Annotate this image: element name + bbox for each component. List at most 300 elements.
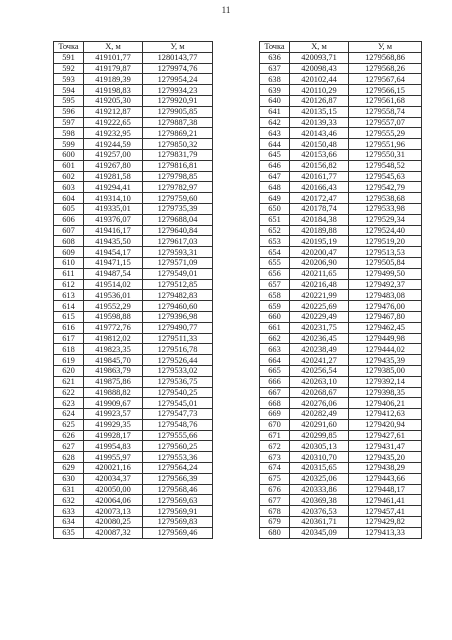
x-coordinate-cell: 419888,82: [84, 387, 143, 398]
y-coordinate-cell: 1279759,60: [143, 193, 213, 204]
table-row: [54, 484, 213, 495]
point-number-cell: 672: [260, 441, 290, 452]
table-row: [260, 85, 422, 96]
x-coordinate-cell: 419536,01: [84, 290, 143, 301]
y-coordinate-cell: 1279538,68: [349, 193, 422, 204]
x-coordinate-cell: 420225,69: [290, 301, 349, 312]
y-coordinate-cell: 1279448,17: [349, 484, 422, 495]
x-coordinate-cell: 419101,77: [84, 52, 143, 63]
table-row: [260, 182, 422, 193]
table-row: [260, 463, 422, 474]
y-coordinate-cell: 1279560,25: [143, 441, 213, 452]
x-coordinate-cell: 420161,77: [290, 171, 349, 182]
x-coordinate-cell: 420310,70: [290, 452, 349, 463]
y-coordinate-cell: 1279461,41: [349, 495, 422, 506]
x-coordinate-cell: 420034,37: [84, 473, 143, 484]
table-row: [54, 333, 213, 344]
y-coordinate-cell: 1279385,00: [349, 365, 422, 376]
x-coordinate-cell: 420195,19: [290, 236, 349, 247]
point-number-cell: 669: [260, 409, 290, 420]
point-number-cell: 611: [54, 268, 84, 279]
point-number-cell: 633: [54, 506, 84, 517]
point-number-cell: 624: [54, 409, 84, 420]
point-number-cell: 668: [260, 398, 290, 409]
point-number-cell: 674: [260, 463, 290, 474]
table-row: [54, 203, 213, 214]
x-coordinate-cell: 420345,09: [290, 527, 349, 538]
point-number-cell: 619: [54, 355, 84, 366]
point-number-cell: 602: [54, 171, 84, 182]
y-coordinate-cell: 1279555,66: [143, 430, 213, 441]
x-coordinate-cell: 419179,87: [84, 63, 143, 74]
y-coordinate-cell: 1279398,35: [349, 387, 422, 398]
table-row: [54, 495, 213, 506]
table-row: [54, 268, 213, 279]
point-number-cell: 655: [260, 257, 290, 268]
x-coordinate-cell: 419244,59: [84, 139, 143, 150]
point-number-cell: 666: [260, 376, 290, 387]
table-row: [260, 214, 422, 225]
point-number-cell: 664: [260, 355, 290, 366]
table-row: [260, 409, 422, 420]
point-number-cell: 649: [260, 193, 290, 204]
point-number-cell: 658: [260, 290, 290, 301]
y-coordinate-cell: 1279467,80: [349, 311, 422, 322]
table-row: [260, 117, 422, 128]
y-coordinate-cell: 1279571,09: [143, 257, 213, 268]
y-coordinate-cell: 1279593,31: [143, 247, 213, 258]
y-coordinate-cell: 1279492,37: [349, 279, 422, 290]
y-coordinate-cell: 1279406,21: [349, 398, 422, 409]
point-number-cell: 679: [260, 517, 290, 528]
y-coordinate-cell: 1279555,29: [349, 128, 422, 139]
table-row: [54, 301, 213, 312]
x-coordinate-cell: 419471,15: [84, 257, 143, 268]
y-coordinate-cell: 1279550,31: [349, 149, 422, 160]
point-number-cell: 610: [54, 257, 84, 268]
table-row: [54, 117, 213, 128]
header-y: У, м: [349, 42, 422, 53]
x-coordinate-cell: 419294,41: [84, 182, 143, 193]
y-coordinate-cell: 1279412,63: [349, 409, 422, 420]
x-coordinate-cell: 419314,10: [84, 193, 143, 204]
table-row: [260, 333, 422, 344]
table-row: [260, 171, 422, 182]
y-coordinate-cell: 1279688,04: [143, 214, 213, 225]
point-number-cell: 640: [260, 95, 290, 106]
point-number-cell: 603: [54, 182, 84, 193]
table-row: [54, 279, 213, 290]
point-number-cell: 652: [260, 225, 290, 236]
point-number-cell: 614: [54, 301, 84, 312]
point-number-cell: 604: [54, 193, 84, 204]
point-number-cell: 620: [54, 365, 84, 376]
x-coordinate-cell: 420361,71: [290, 517, 349, 528]
point-number-cell: 628: [54, 452, 84, 463]
table-row: [260, 452, 422, 463]
table-body-right: [260, 52, 422, 538]
y-coordinate-cell: 1279566,15: [349, 85, 422, 96]
y-coordinate-cell: 1279905,85: [143, 106, 213, 117]
table-row: [54, 419, 213, 430]
x-coordinate-cell: 419454,17: [84, 247, 143, 258]
table-row: [260, 517, 422, 528]
x-coordinate-cell: 419929,35: [84, 419, 143, 430]
x-coordinate-cell: 420200,47: [290, 247, 349, 258]
point-number-cell: 605: [54, 203, 84, 214]
x-coordinate-cell: 420073,13: [84, 506, 143, 517]
y-coordinate-cell: 1279427,61: [349, 430, 422, 441]
x-coordinate-cell: 420102,44: [290, 74, 349, 85]
table-row: [260, 365, 422, 376]
x-coordinate-cell: 420282,49: [290, 409, 349, 420]
x-coordinate-cell: 420333,86: [290, 484, 349, 495]
y-coordinate-cell: 1279974,76: [143, 63, 213, 74]
x-coordinate-cell: 420021,16: [84, 463, 143, 474]
point-number-cell: 667: [260, 387, 290, 398]
y-coordinate-cell: 1279529,34: [349, 214, 422, 225]
table-row: [54, 398, 213, 409]
point-number-cell: 678: [260, 506, 290, 517]
point-number-cell: 627: [54, 441, 84, 452]
y-coordinate-cell: 1279567,64: [349, 74, 422, 85]
y-coordinate-cell: 1279566,39: [143, 473, 213, 484]
x-coordinate-cell: 420189,88: [290, 225, 349, 236]
x-coordinate-cell: 419823,35: [84, 344, 143, 355]
table-row: [54, 95, 213, 106]
table-row: [260, 74, 422, 85]
point-number-cell: 663: [260, 344, 290, 355]
y-coordinate-cell: 1279920,91: [143, 95, 213, 106]
point-number-cell: 637: [260, 63, 290, 74]
y-coordinate-cell: 1279553,36: [143, 452, 213, 463]
x-coordinate-cell: 419281,58: [84, 171, 143, 182]
y-coordinate-cell: 1279545,63: [349, 171, 422, 182]
y-coordinate-cell: 1279533,02: [143, 365, 213, 376]
y-coordinate-cell: 1279435,20: [349, 452, 422, 463]
point-number-cell: 598: [54, 128, 84, 139]
table-row: [260, 52, 422, 63]
x-coordinate-cell: 420229,49: [290, 311, 349, 322]
table-row: [260, 398, 422, 409]
y-coordinate-cell: 1279420,94: [349, 419, 422, 430]
point-number-cell: 599: [54, 139, 84, 150]
point-number-cell: 642: [260, 117, 290, 128]
point-number-cell: 650: [260, 203, 290, 214]
x-coordinate-cell: 420178,74: [290, 203, 349, 214]
coordinates-table-right: [259, 41, 422, 539]
coordinates-table-left: [53, 41, 213, 539]
y-coordinate-cell: 1279549,01: [143, 268, 213, 279]
table-row: [54, 171, 213, 182]
point-number-cell: 591: [54, 52, 84, 63]
point-number-cell: 661: [260, 322, 290, 333]
x-coordinate-cell: 419875,86: [84, 376, 143, 387]
table-row: [260, 236, 422, 247]
page-number: 11: [221, 5, 231, 15]
y-coordinate-cell: 1279545,01: [143, 398, 213, 409]
x-coordinate-cell: 420305,13: [290, 441, 349, 452]
table-row: [260, 160, 422, 171]
y-coordinate-cell: 1279438,29: [349, 463, 422, 474]
table-row: [260, 355, 422, 366]
x-coordinate-cell: 420276,06: [290, 398, 349, 409]
table-row: [54, 225, 213, 236]
table-row: [54, 139, 213, 150]
point-number-cell: 635: [54, 527, 84, 538]
y-coordinate-cell: 1279499,50: [349, 268, 422, 279]
point-number-cell: 606: [54, 214, 84, 225]
table-row: [260, 484, 422, 495]
y-coordinate-cell: 1279505,84: [349, 257, 422, 268]
x-coordinate-cell: 419487,54: [84, 268, 143, 279]
x-coordinate-cell: 419552,29: [84, 301, 143, 312]
table-row: [260, 290, 422, 301]
table-row: [54, 452, 213, 463]
y-coordinate-cell: 1279431,47: [349, 441, 422, 452]
y-coordinate-cell: 1279569,46: [143, 527, 213, 538]
point-number-cell: 647: [260, 171, 290, 182]
x-coordinate-cell: 420211,65: [290, 268, 349, 279]
y-coordinate-cell: 1279887,38: [143, 117, 213, 128]
point-number-cell: 629: [54, 463, 84, 474]
y-coordinate-cell: 1279533,98: [349, 203, 422, 214]
point-number-cell: 631: [54, 484, 84, 495]
table-row: [54, 128, 213, 139]
x-coordinate-cell: 420206,90: [290, 257, 349, 268]
table-header-row: [54, 42, 213, 53]
x-coordinate-cell: 420241,27: [290, 355, 349, 366]
y-coordinate-cell: 1279512,85: [143, 279, 213, 290]
y-coordinate-cell: 1279429,82: [349, 517, 422, 528]
table-body-left: [54, 52, 213, 538]
point-number-cell: 673: [260, 452, 290, 463]
point-number-cell: 657: [260, 279, 290, 290]
x-coordinate-cell: 419955,97: [84, 452, 143, 463]
point-number-cell: 677: [260, 495, 290, 506]
header-y: У, м: [143, 42, 213, 53]
y-coordinate-cell: 1279568,46: [143, 484, 213, 495]
table-row: [54, 52, 213, 63]
y-coordinate-cell: 1279561,68: [349, 95, 422, 106]
point-number-cell: 675: [260, 473, 290, 484]
x-coordinate-cell: 419416,17: [84, 225, 143, 236]
x-coordinate-cell: 420098,43: [290, 63, 349, 74]
point-number-cell: 646: [260, 160, 290, 171]
y-coordinate-cell: 1279435,39: [349, 355, 422, 366]
point-number-cell: 643: [260, 128, 290, 139]
y-coordinate-cell: 1279640,84: [143, 225, 213, 236]
y-coordinate-cell: 1279526,44: [143, 355, 213, 366]
table-row: [54, 430, 213, 441]
x-coordinate-cell: 420238,49: [290, 344, 349, 355]
x-coordinate-cell: 420184,38: [290, 214, 349, 225]
table-row: [260, 225, 422, 236]
y-coordinate-cell: 1279490,77: [143, 322, 213, 333]
x-coordinate-cell: 420093,71: [290, 52, 349, 63]
point-number-cell: 653: [260, 236, 290, 247]
table-row: [260, 257, 422, 268]
point-number-cell: 618: [54, 344, 84, 355]
point-number-cell: 594: [54, 85, 84, 96]
point-number-cell: 608: [54, 236, 84, 247]
table-row: [260, 95, 422, 106]
table-row: [54, 311, 213, 322]
y-coordinate-cell: 1279816,81: [143, 160, 213, 171]
y-coordinate-cell: 1279831,79: [143, 149, 213, 160]
table-row: [260, 63, 422, 74]
y-coordinate-cell: 1279457,41: [349, 506, 422, 517]
table-row: [54, 409, 213, 420]
table-row: [54, 527, 213, 538]
point-number-cell: 671: [260, 430, 290, 441]
x-coordinate-cell: 419376,07: [84, 214, 143, 225]
x-coordinate-cell: 420221,99: [290, 290, 349, 301]
point-number-cell: 607: [54, 225, 84, 236]
y-coordinate-cell: 1279413,33: [349, 527, 422, 538]
x-coordinate-cell: 420166,43: [290, 182, 349, 193]
point-number-cell: 639: [260, 85, 290, 96]
table-row: [260, 301, 422, 312]
point-number-cell: 617: [54, 333, 84, 344]
table-row: [54, 214, 213, 225]
table-row: [54, 506, 213, 517]
y-coordinate-cell: 1279558,74: [349, 106, 422, 117]
header-point: Точка: [54, 42, 84, 53]
table-row: [54, 365, 213, 376]
table-row: [260, 279, 422, 290]
y-coordinate-cell: 1279954,24: [143, 74, 213, 85]
y-coordinate-cell: 1279396,98: [143, 311, 213, 322]
table-row: [54, 149, 213, 160]
y-coordinate-cell: 1279568,26: [349, 63, 422, 74]
y-coordinate-cell: 1279449,98: [349, 333, 422, 344]
y-coordinate-cell: 1279542,79: [349, 182, 422, 193]
table-row: [260, 506, 422, 517]
point-number-cell: 593: [54, 74, 84, 85]
x-coordinate-cell: 419598,88: [84, 311, 143, 322]
x-coordinate-cell: 420236,45: [290, 333, 349, 344]
x-coordinate-cell: 420153,66: [290, 149, 349, 160]
table-row: [54, 344, 213, 355]
y-coordinate-cell: 1279782,97: [143, 182, 213, 193]
point-number-cell: 597: [54, 117, 84, 128]
y-coordinate-cell: 1279513,53: [349, 247, 422, 258]
table-row: [54, 74, 213, 85]
header-point: Точка: [260, 42, 290, 53]
y-coordinate-cell: 1279516,78: [143, 344, 213, 355]
point-number-cell: 676: [260, 484, 290, 495]
point-number-cell: 630: [54, 473, 84, 484]
point-number-cell: 623: [54, 398, 84, 409]
table-row: [260, 128, 422, 139]
x-coordinate-cell: 420126,87: [290, 95, 349, 106]
table-row: [54, 193, 213, 204]
point-number-cell: 638: [260, 74, 290, 85]
x-coordinate-cell: 420256,54: [290, 365, 349, 376]
point-number-cell: 615: [54, 311, 84, 322]
table-row: [260, 344, 422, 355]
table-row: [260, 430, 422, 441]
x-coordinate-cell: 419812,02: [84, 333, 143, 344]
point-number-cell: 595: [54, 95, 84, 106]
y-coordinate-cell: 1279617,03: [143, 236, 213, 247]
y-coordinate-cell: 1279568,86: [349, 52, 422, 63]
x-coordinate-cell: 420369,38: [290, 495, 349, 506]
point-number-cell: 641: [260, 106, 290, 117]
point-number-cell: 613: [54, 290, 84, 301]
point-number-cell: 596: [54, 106, 84, 117]
point-number-cell: 622: [54, 387, 84, 398]
y-coordinate-cell: 1279511,33: [143, 333, 213, 344]
table-row: [54, 257, 213, 268]
x-coordinate-cell: 419954,83: [84, 441, 143, 452]
x-coordinate-cell: 420172,47: [290, 193, 349, 204]
point-number-cell: 634: [54, 517, 84, 528]
y-coordinate-cell: 1279869,21: [143, 128, 213, 139]
table-row: [54, 322, 213, 333]
y-coordinate-cell: 1279519,20: [349, 236, 422, 247]
y-coordinate-cell: 1279548,76: [143, 419, 213, 430]
x-coordinate-cell: 419928,17: [84, 430, 143, 441]
x-coordinate-cell: 420299,85: [290, 430, 349, 441]
table-row: [54, 63, 213, 74]
x-coordinate-cell: 419923,57: [84, 409, 143, 420]
y-coordinate-cell: 1279850,32: [143, 139, 213, 150]
point-number-cell: 651: [260, 214, 290, 225]
x-coordinate-cell: 419205,30: [84, 95, 143, 106]
x-coordinate-cell: 420135,15: [290, 106, 349, 117]
y-coordinate-cell: 1279569,63: [143, 495, 213, 506]
x-coordinate-cell: 420268,67: [290, 387, 349, 398]
table-row: [260, 149, 422, 160]
table-row: [54, 376, 213, 387]
y-coordinate-cell: 1279557,07: [349, 117, 422, 128]
point-number-cell: 644: [260, 139, 290, 150]
x-coordinate-cell: 419232,95: [84, 128, 143, 139]
table-row: [260, 376, 422, 387]
table-row: [54, 106, 213, 117]
x-coordinate-cell: 419845,70: [84, 355, 143, 366]
point-number-cell: 616: [54, 322, 84, 333]
table-row: [260, 473, 422, 484]
header-x: X, м: [290, 42, 349, 53]
y-coordinate-cell: 1279482,83: [143, 290, 213, 301]
table-row: [260, 322, 422, 333]
table-row: [54, 290, 213, 301]
table-row: [260, 193, 422, 204]
point-number-cell: 659: [260, 301, 290, 312]
table-row: [54, 247, 213, 258]
point-number-cell: 625: [54, 419, 84, 430]
point-number-cell: 609: [54, 247, 84, 258]
x-coordinate-cell: 419198,83: [84, 85, 143, 96]
point-number-cell: 662: [260, 333, 290, 344]
table-row: [260, 419, 422, 430]
x-coordinate-cell: 420110,29: [290, 85, 349, 96]
table-row: [54, 160, 213, 171]
y-coordinate-cell: 1279536,75: [143, 376, 213, 387]
table-row: [260, 247, 422, 258]
x-coordinate-cell: 419267,80: [84, 160, 143, 171]
table-row: [54, 463, 213, 474]
x-coordinate-cell: 420080,25: [84, 517, 143, 528]
point-number-cell: 621: [54, 376, 84, 387]
point-number-cell: 680: [260, 527, 290, 538]
x-coordinate-cell: 420050,00: [84, 484, 143, 495]
table-row: [260, 311, 422, 322]
table-row: [54, 517, 213, 528]
